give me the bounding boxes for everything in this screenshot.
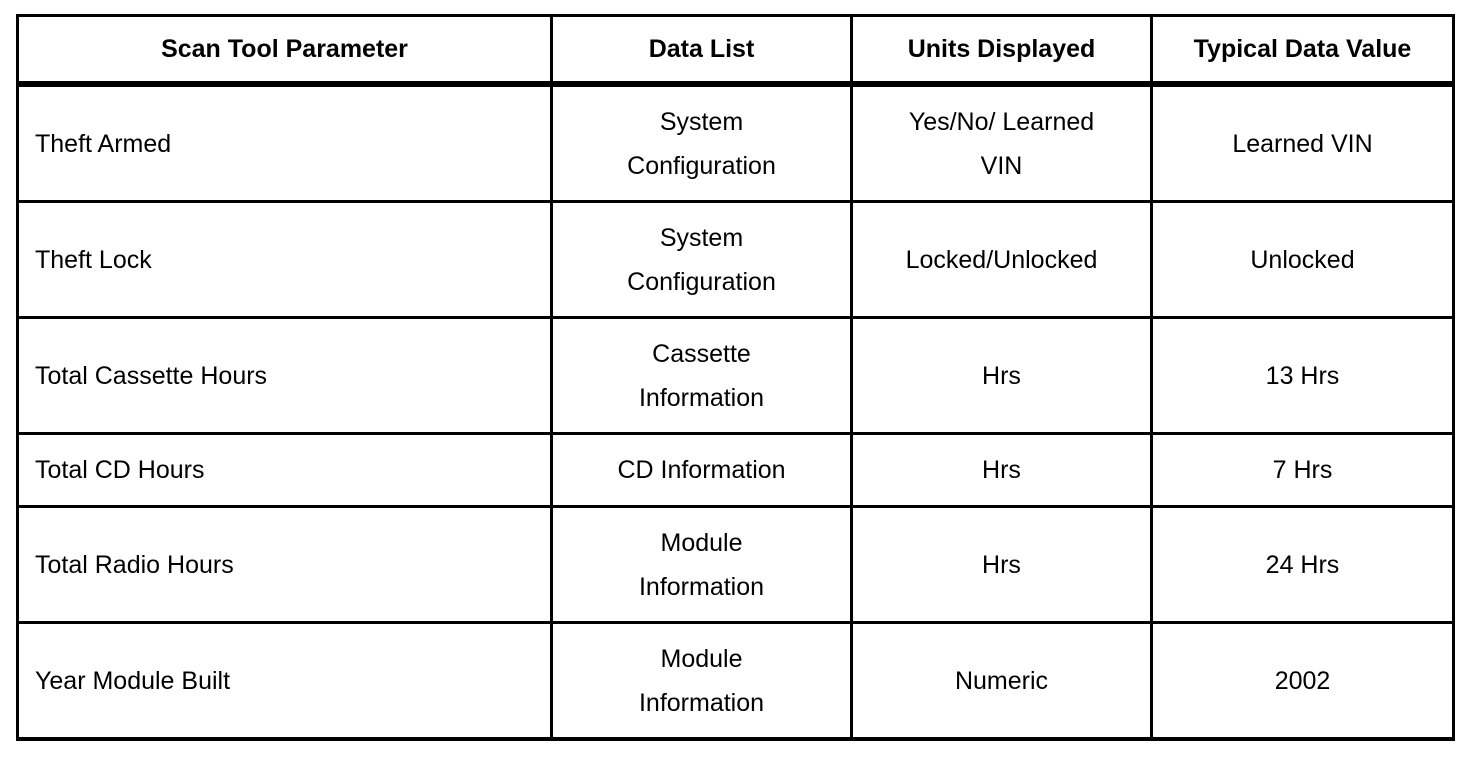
cell-typical-value: 24 Hrs <box>1152 507 1454 623</box>
table-row <box>18 318 1454 434</box>
header-scan-tool-parameter: Scan Tool Parameter <box>18 16 552 85</box>
cell-data-list: System Configuration <box>552 84 852 202</box>
header-typical-data-value: Typical Data Value <box>1152 16 1454 85</box>
table-row <box>18 434 1454 507</box>
cell-data-list: System Configuration <box>552 202 852 318</box>
cell-units: Locked/Unlocked <box>852 202 1152 318</box>
cell-typical-value: Unlocked <box>1152 202 1454 318</box>
table-header-row <box>18 16 1454 85</box>
cell-parameter: Total Radio Hours <box>18 507 552 623</box>
cell-parameter: Total CD Hours <box>18 434 552 507</box>
cell-typical-value: 2002 <box>1152 623 1454 740</box>
cell-units: Numeric <box>852 623 1152 740</box>
table-row <box>18 623 1454 740</box>
cell-parameter: Theft Lock <box>18 202 552 318</box>
cell-parameter: Total Cassette Hours <box>18 318 552 434</box>
cell-data-list: Cassette Information <box>552 318 852 434</box>
cell-units: Hrs <box>852 507 1152 623</box>
table-row <box>18 507 1454 623</box>
cell-typical-value: 7 Hrs <box>1152 434 1454 507</box>
cell-data-list: Module Information <box>552 507 852 623</box>
scan-tool-table-container <box>16 14 1452 741</box>
cell-parameter: Year Module Built <box>18 623 552 740</box>
cell-data-list: Module Information <box>552 623 852 740</box>
header-data-list: Data List <box>552 16 852 85</box>
scan-tool-parameter-table <box>16 14 1455 741</box>
header-units-displayed: Units Displayed <box>852 16 1152 85</box>
table-row <box>18 84 1454 202</box>
cell-units: Hrs <box>852 318 1152 434</box>
cell-data-list: CD Information <box>552 434 852 507</box>
cell-typical-value: 13 Hrs <box>1152 318 1454 434</box>
cell-units: Yes/No/ Learned VIN <box>852 84 1152 202</box>
table-row <box>18 202 1454 318</box>
cell-units: Hrs <box>852 434 1152 507</box>
cell-typical-value: Learned VIN <box>1152 84 1454 202</box>
cell-parameter: Theft Armed <box>18 84 552 202</box>
